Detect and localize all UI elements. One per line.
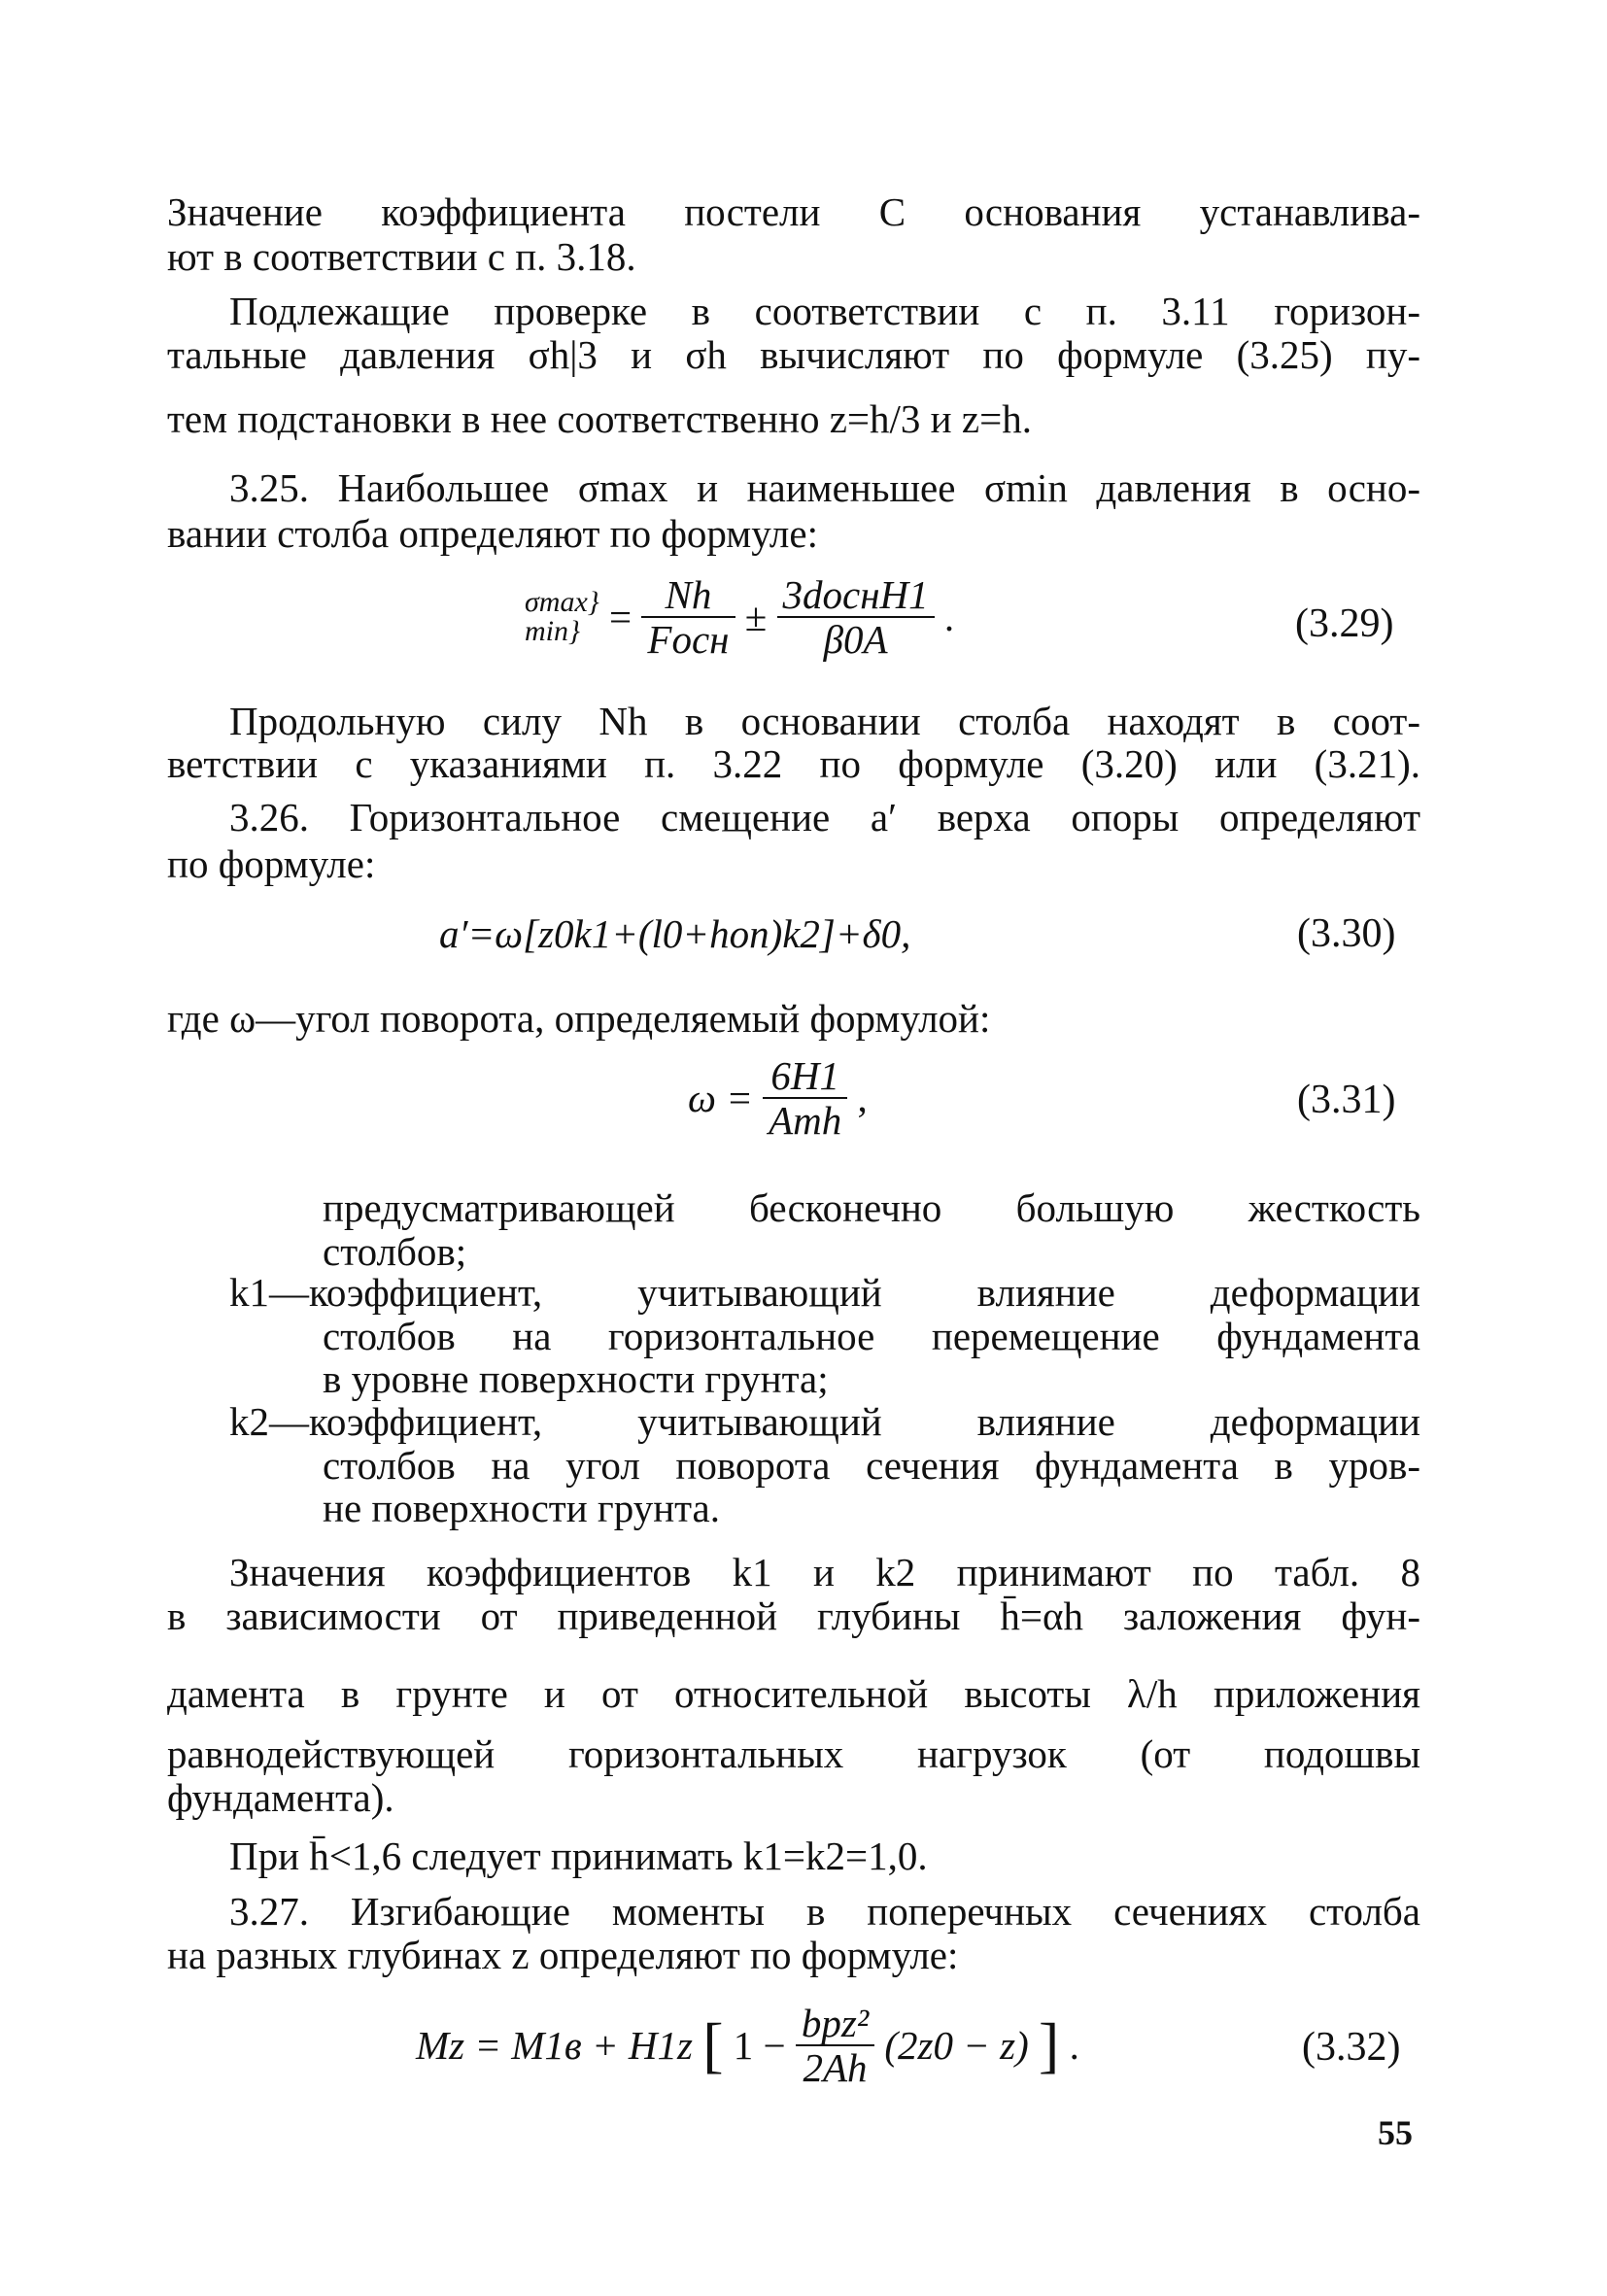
text-line: Продольную силу Nh в основании столба находят в соот-: [229, 699, 1420, 743]
text-line: в зависимости от приведенной глубины h̄=αh заложения фун-: [167, 1593, 1420, 1638]
eq-numerator: bpz²: [796, 2002, 874, 2046]
text-line: 3.27. Изгибающие моменты в поперечных сечениях столба: [229, 1889, 1420, 1934]
equation-3-32: Mz = M1в + H1z [ 1 − $\frac{\text{bpz²}}{2Ah}$ (2z0 − z) ] .: [416, 2001, 1079, 2090]
equation-3-31: [688, 1054, 868, 1142]
text-line: ветствии с указаниями п. 3.22 по формуле (3.20) или (3.21).: [167, 741, 1420, 786]
text-line: в уровне поверхности грунта;: [323, 1356, 829, 1401]
text-line: где ω—угол поворота, определяемый формулой:: [167, 996, 991, 1041]
eq-denominator: Amh: [769, 1098, 842, 1143]
equation-number: (3.30): [1297, 911, 1396, 956]
text-line: 3.25. Наибольшее σmax и наименьшее σmin давления в осно-: [229, 465, 1420, 510]
text-line: дамента в грунте и от относительной высоты λ/h приложения: [167, 1671, 1420, 1716]
eq-numerator: 6H1: [763, 1054, 847, 1099]
equation-number: (3.29): [1295, 601, 1394, 646]
text-line: тем подстановки в нее соответственно z=h/3 и z=h.: [167, 396, 1032, 441]
equation-3-29: σmax} min} = $\frac{Nh}{\text{Fосн}}$ ± $\frac{\text{3dоснH1}}{\beta 0A}$ .: [525, 572, 955, 662]
eq-fraction: [796, 2002, 874, 2089]
text-line: k2—коэффициент, учитывающий влияние деформации: [229, 1399, 1420, 1444]
eq-lhs: ω =: [688, 1076, 753, 1120]
equation-number: (3.31): [1297, 1078, 1396, 1122]
eq-fraction: [777, 573, 935, 661]
page-number: 55: [1378, 2113, 1413, 2152]
eq-tail: .: [943, 595, 955, 639]
eq-lhs: σmax} min}: [525, 586, 599, 647]
eq-numerator: 3dоснH1: [777, 573, 935, 618]
text-line: 3.26. Горизонтальное смещение a′ верха опоры определяют: [229, 795, 1420, 840]
text-line: Значение коэффициента постели C основания устанавлива-: [167, 189, 1420, 234]
text-line: фундамента).: [167, 1775, 394, 1820]
eq-tail: .: [1069, 2023, 1079, 2068]
text-line: k1—коэффициент, учитывающий влияние деформации: [229, 1270, 1420, 1315]
text-line: ют в соответствии с п. 3.18.: [167, 234, 636, 279]
text-line: При h̄<1,6 следует принимать k1=k2=1,0.: [229, 1833, 928, 1878]
text-line: по формуле:: [167, 841, 376, 886]
eq-bracket-start: 1 −: [733, 2023, 786, 2068]
eq-denominator: 2Ah: [803, 2045, 868, 2090]
eq-operator: ±: [744, 595, 768, 639]
text-line: тальные давления σh|3 и σh вычисляют по формуле (3.25) пу-: [167, 332, 1420, 377]
eq-lhs: Mz = M1в + H1z: [416, 2023, 693, 2068]
eq-denominator: Fосн: [647, 617, 730, 662]
eq-fraction: [763, 1054, 847, 1142]
eq-numerator: Nh: [641, 573, 735, 618]
text-line: предусматривающей бесконечно большую жесткость: [323, 1185, 1420, 1230]
eq-fraction: [641, 573, 735, 661]
text-line: Значения коэффициентов k1 и k2 принимают по табл. 8: [229, 1550, 1420, 1594]
eq-bracket-end: (2z0 − z): [884, 2023, 1029, 2068]
text-line: не поверхности грунта.: [323, 1486, 720, 1530]
text-line: столбов на горизонтальное перемещение фундамента: [323, 1314, 1420, 1358]
text-line: вании столба определяют по формуле:: [167, 511, 818, 556]
equation-number: (3.32): [1302, 2025, 1401, 2070]
equation-3-30: a′=ω[z0k1+(l0+hоп)k2]+δ0,: [439, 911, 911, 956]
text-line: столбов;: [323, 1229, 467, 1274]
text-line: равнодействующей горизонтальных нагрузок (от подошвы: [167, 1731, 1420, 1776]
text-line: Подлежащие проверке в соответствии с п. 3.11 горизон-: [229, 289, 1420, 333]
eq-denominator: β0A: [823, 617, 888, 662]
text-line: на разных глубинах z определяют по формуле:: [167, 1933, 959, 1977]
eq-tail: ,: [857, 1076, 868, 1120]
text-line: столбов на угол поворота сечения фундамента в уров-: [323, 1443, 1420, 1488]
